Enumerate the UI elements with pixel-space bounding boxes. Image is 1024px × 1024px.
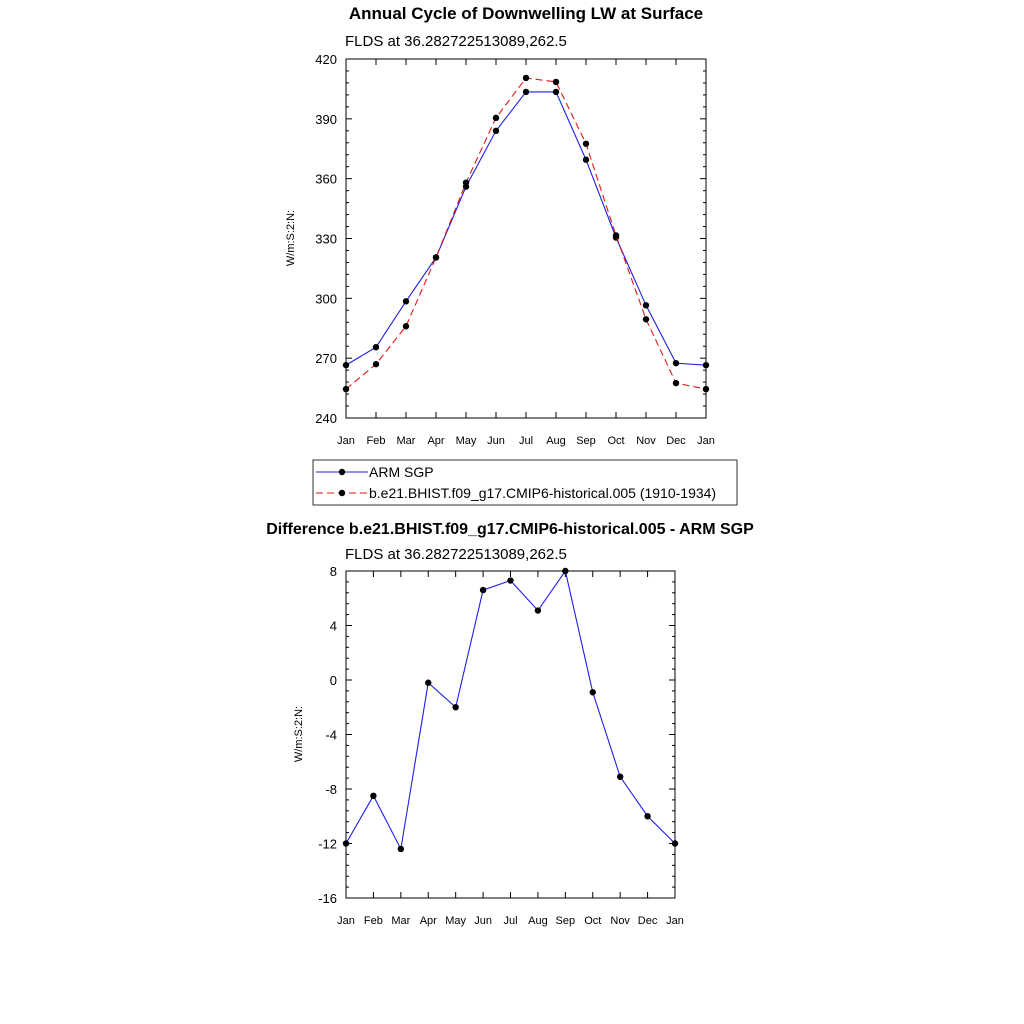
- chart1-series-1-point: [583, 141, 589, 147]
- chart2-series-0-point: [535, 607, 541, 613]
- chart2-ytick-label: -4: [325, 727, 337, 743]
- legend-marker-obs: [339, 469, 345, 475]
- chart1-title: Annual Cycle of Downwelling LW at Surface: [348, 4, 704, 23]
- chart1-xtick-label: May: [455, 435, 477, 447]
- chart2-xtick-label: Apr: [419, 915, 437, 927]
- chart2-xtick-label: Dec: [637, 915, 658, 927]
- chart2-title: Difference b.e21.BHIST.f09_g17.CMIP6-historical.005 - ARM SGP: [266, 521, 754, 538]
- chart1-series-0-point: [343, 362, 349, 368]
- chart1-series-0-point: [523, 89, 529, 95]
- chart2-xtick-label: Jan: [666, 915, 684, 927]
- chart2-series-0-point: [644, 813, 650, 819]
- chart2-series-0-point: [590, 689, 596, 695]
- chart1-ytick-label: 390: [315, 111, 337, 127]
- legend-item-model: [316, 485, 716, 501]
- chart2-xtick-label: Nov: [610, 915, 630, 927]
- chart2-y-axis-label: W/m:S:2:N:: [293, 705, 305, 763]
- chart2-ytick-label: 4: [329, 618, 337, 634]
- chart2-xtick-label: Sep: [555, 915, 576, 927]
- chart1-xtick-label: Feb: [366, 435, 386, 447]
- chart2-series-0-point: [507, 577, 513, 583]
- legend-label-obs: ARM SGP: [369, 464, 434, 480]
- chart2-xtick-label: Mar: [391, 915, 411, 927]
- chart1-ytick-label: 360: [315, 171, 337, 187]
- chart1-xtick-label: Nov: [636, 435, 656, 447]
- chart2-ytick-label: -12: [318, 836, 337, 852]
- chart1-series-0-point: [493, 128, 499, 134]
- chart2-xtick-label: Jul: [503, 915, 518, 927]
- chart1-xtick-label: Oct: [607, 435, 625, 447]
- chart1-series-1-point: [553, 79, 559, 85]
- chart2-series-0-point: [370, 793, 376, 799]
- legend-marker-model: [339, 490, 345, 496]
- chart2-xtick-label: Aug: [528, 915, 548, 927]
- chart1-series-1-point: [373, 361, 379, 367]
- chart1-xtick-label: Apr: [427, 435, 445, 447]
- chart1-series-1-point: [343, 386, 349, 392]
- chart2-series-0-point: [480, 587, 486, 593]
- chart2-ytick-label: -8: [325, 782, 337, 797]
- legend-label-model: b.e21.BHIST.f09_g17.CMIP6-historical.005 (1910-1934): [369, 485, 717, 501]
- chart1-series-1-point: [403, 323, 409, 329]
- chart2-series-0-point: [425, 680, 431, 686]
- chart1-series-1-point: [643, 316, 649, 322]
- chart1-xtick-label: Sep: [576, 435, 596, 447]
- chart1-legend: [313, 460, 737, 505]
- chart1-ytick-label: 330: [315, 231, 337, 247]
- chart1-ytick-label: 420: [315, 52, 337, 67]
- chart2-xtick-label: Jan: [337, 915, 355, 927]
- chart2-xtick-label: May: [445, 915, 467, 927]
- chart2-series-0-point: [343, 840, 349, 846]
- chart1-series-1-point: [433, 254, 439, 260]
- chart2-series-0-point: [562, 568, 568, 574]
- chart1-series-0-point: [703, 362, 709, 368]
- chart2-ytick-label: -16: [318, 891, 337, 906]
- chart1-series-1-point: [493, 115, 499, 121]
- chart1-series-0-point: [673, 360, 679, 366]
- chart1-series-0-point: [373, 344, 379, 350]
- chart1-ytick-label: 240: [315, 411, 337, 426]
- chart1-series-0-point: [643, 302, 649, 308]
- chart1-xtick-label: Jan: [337, 435, 355, 447]
- chart1-series-1-point: [463, 179, 469, 185]
- chart2-series-0-point: [398, 846, 404, 852]
- chart2-series-0-point: [672, 840, 678, 846]
- chart1-series-1-point: [673, 380, 679, 386]
- chart2-series-0-point: [617, 774, 623, 780]
- chart2-series-0-point: [452, 704, 458, 710]
- chart2-ytick-label: 0: [329, 673, 337, 688]
- chart2-xtick-label: Feb: [363, 915, 383, 927]
- chart1-xtick-label: Dec: [666, 435, 686, 447]
- chart1-y-axis-label: W/m:S:2:N:: [285, 209, 297, 267]
- chart1-xtick-label: Jan: [697, 435, 715, 447]
- chart1-series-0-point: [553, 89, 559, 95]
- chart1-series-1-point: [613, 232, 619, 238]
- chart1-xtick-label: Aug: [546, 435, 566, 447]
- chart1-series-0-point: [403, 298, 409, 304]
- chart1-xtick-label: Jun: [487, 435, 505, 447]
- chart1-series-1-point: [523, 75, 529, 81]
- chart1-xtick-label: Jul: [518, 435, 534, 447]
- chart1-subtitle: FLDS at 36.282722513089,262.5: [345, 33, 567, 50]
- chart1-xtick-label: Mar: [396, 435, 416, 447]
- chart1-ytick-label: 300: [315, 291, 337, 307]
- chart1-series-0-point: [583, 157, 589, 163]
- chart2-ytick-label: 8: [329, 564, 337, 579]
- chart2-xtick-label: Oct: [584, 915, 602, 927]
- chart2-xtick-label: Jun: [474, 915, 492, 927]
- chart1-ytick-label: 270: [315, 351, 337, 367]
- chart2-subtitle: FLDS at 36.282722513089,262.5: [345, 546, 567, 563]
- chart1-series-1-point: [703, 386, 709, 392]
